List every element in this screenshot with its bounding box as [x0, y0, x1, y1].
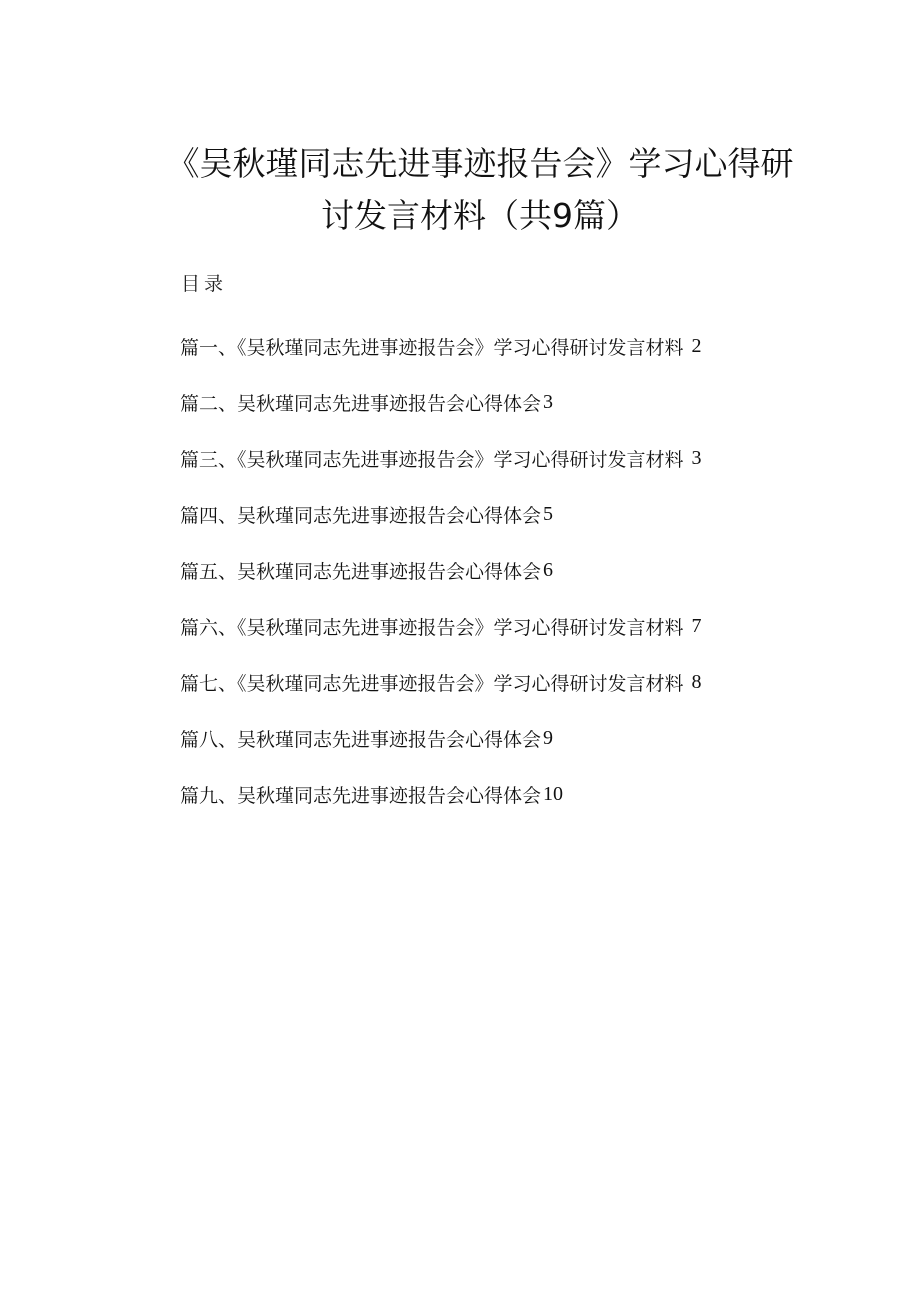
toc-entry-3[interactable] [180, 430, 800, 486]
toc-page-number: 3 [543, 390, 554, 413]
toc-entry-4[interactable] [180, 486, 800, 542]
toc-entry-label: 篇六、《吴秋瑾同志先进事迹报告会》学习心得研讨发言材料 [180, 616, 684, 639]
toc-entry-label: 篇四、吴秋瑾同志先进事迹报告会心得体会 [180, 504, 542, 527]
table-of-contents [180, 318, 800, 822]
toc-entry-label: 篇三、《吴秋瑾同志先进事迹报告会》学习心得研讨发言材料 [180, 448, 684, 471]
toc-entry-1[interactable] [180, 318, 800, 374]
title-line-2: 讨发言材料（共9篇） [321, 196, 639, 235]
title-line-1: 《吴秋瑾同志先进事迹报告会》学习心得研 [166, 144, 794, 183]
toc-page-number: 5 [543, 502, 554, 525]
toc-page-number: 7 [691, 614, 702, 637]
toc-entry-5[interactable] [180, 542, 800, 598]
toc-page-number: 9 [543, 726, 554, 749]
toc-page-number: 2 [691, 334, 702, 357]
toc-entry-label: 篇一、《吴秋瑾同志先进事迹报告会》学习心得研讨发言材料 [180, 336, 684, 359]
toc-entry-6[interactable] [180, 598, 800, 654]
toc-entry-label: 篇五、吴秋瑾同志先进事迹报告会心得体会 [180, 560, 542, 583]
toc-entry-label: 篇九、吴秋瑾同志先进事迹报告会心得体会 [180, 784, 542, 807]
toc-page-number: 6 [543, 558, 554, 581]
toc-entry-label: 篇八、吴秋瑾同志先进事迹报告会心得体会 [180, 728, 542, 751]
toc-entry-label: 篇七、《吴秋瑾同志先进事迹报告会》学习心得研讨发言材料 [180, 672, 684, 695]
toc-page-number: 10 [543, 782, 564, 805]
toc-entry-9[interactable] [180, 766, 800, 822]
toc-page-number: 8 [691, 670, 702, 693]
toc-heading: 目录 [181, 273, 228, 295]
toc-page-number: 3 [691, 446, 702, 469]
toc-entry-7[interactable] [180, 654, 800, 710]
toc-entry-2[interactable] [180, 374, 800, 430]
document-title [120, 138, 840, 242]
toc-entry-8[interactable] [180, 710, 800, 766]
toc-entry-label: 篇二、吴秋瑾同志先进事迹报告会心得体会 [180, 392, 542, 415]
